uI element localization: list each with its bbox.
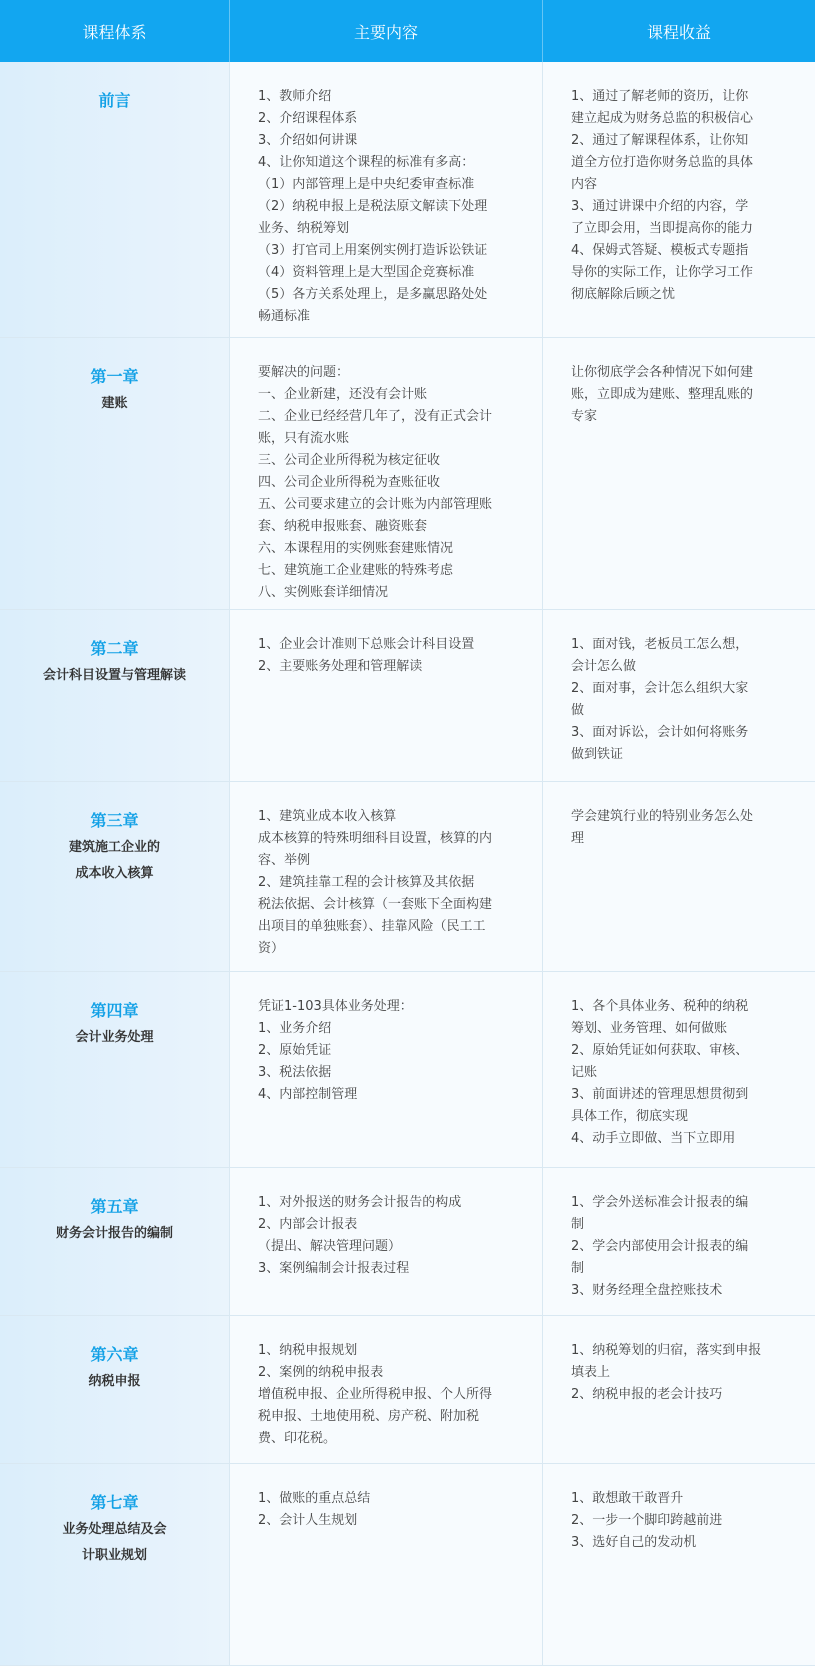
course-system-cell	[0, 610, 230, 781]
chapter-subtitle: 会计业务处理	[75, 1030, 154, 1045]
benefit-line: 制	[571, 1217, 585, 1232]
content-line: 费、印花税。	[258, 1431, 337, 1446]
content-line: 3、介绍如何讲课	[258, 133, 358, 148]
benefit-line: 1、敢想敢干敢晋升	[571, 1491, 684, 1506]
content-line: 二、企业已经经营几年了，没有正式会计	[258, 409, 493, 424]
benefit-cell	[543, 338, 815, 609]
content-line: 1、对外报送的财务会计报告的构成	[258, 1195, 462, 1210]
chapter-subtitle: 纳税申报	[88, 1374, 141, 1389]
chapter-subtitle: 财务会计报告的编制	[55, 1226, 173, 1241]
table-row	[0, 610, 815, 782]
chapter-subtitle: 计职业规划	[81, 1548, 147, 1563]
benefit-line: 1、通过了解老师的资历，让你	[571, 89, 749, 104]
header-course-system: 课程体系	[0, 0, 230, 62]
benefit-cell	[543, 1168, 815, 1315]
chapter-title: 前言	[98, 91, 131, 110]
benefit-line: 制	[571, 1261, 585, 1276]
chapter-title: 第六章	[90, 1345, 139, 1364]
benefit-line: 3、通过讲课中介绍的内容，学	[571, 199, 749, 214]
header-main-content: 主要内容	[230, 0, 543, 62]
course-system-cell	[0, 972, 230, 1167]
content-line: 2、介绍课程体系	[258, 111, 358, 126]
benefit-line: 1、面对钱，老板员工怎么想，	[571, 637, 749, 652]
content-line: （提出、解决管理问题）	[258, 1239, 402, 1254]
chapter-title: 第一章	[90, 367, 139, 386]
benefit-line: 筹划、业务管理、如何做账	[571, 1021, 728, 1036]
chapter-subtitle: 成本收入核算	[75, 866, 154, 881]
chapter-title: 第七章	[90, 1493, 139, 1512]
content-line: （3）打官司上用案例实例打造诉讼铁证	[258, 243, 488, 258]
table-row	[0, 62, 815, 338]
course-system-cell	[0, 62, 230, 337]
content-line: 1、业务介绍	[258, 1021, 332, 1036]
benefit-line: 3、面对诉讼，会计如何将账务	[571, 725, 749, 740]
content-line: 七、建筑施工企业建账的特殊考虑	[258, 563, 454, 578]
course-system-cell	[0, 1464, 230, 1665]
content-line: 成本核算的特殊明细科目设置，核算的内	[258, 831, 493, 846]
benefit-line: 2、面对事，会计怎么组织大家	[571, 681, 749, 696]
table-row	[0, 972, 815, 1168]
content-line: 1、建筑业成本收入核算	[258, 809, 397, 824]
content-line: 账，只有流水账	[258, 431, 350, 446]
table-header	[0, 0, 815, 62]
content-line: 业务、纳税筹划	[258, 221, 350, 236]
main-content-cell	[230, 782, 543, 971]
content-line: （1）内部管理上是中央纪委审查标准	[258, 177, 475, 192]
content-line: 增值税申报、企业所得税申报、个人所得	[258, 1387, 493, 1402]
content-line: 五、公司要求建立的会计账为内部管理账	[258, 497, 493, 512]
content-line: 2、内部会计报表	[258, 1217, 358, 1232]
benefit-line: 4、保姆式答疑、模板式专题指	[571, 243, 749, 258]
content-line: 一、企业新建，还没有会计账	[258, 387, 428, 402]
content-line: 2、主要账务处理和管理解读	[258, 659, 423, 674]
benefit-line: 2、原始凭证如何获取、审核、	[571, 1043, 749, 1058]
benefit-line: 做到铁证	[571, 747, 624, 762]
chapter-title: 第三章	[90, 811, 139, 830]
benefit-cell	[543, 782, 815, 971]
content-line: 凭证1-103具体业务处理：	[258, 999, 413, 1014]
table-row	[0, 338, 815, 610]
benefit-line: 让你彻底学会各种情况下如何建	[571, 365, 754, 380]
main-content-cell	[230, 1464, 543, 1665]
content-line: 1、企业会计准则下总账会计科目设置	[258, 637, 475, 652]
benefit-line: 学会建筑行业的特别业务怎么处	[571, 809, 754, 824]
benefit-cell	[543, 610, 815, 781]
content-line: 容、举例	[258, 853, 311, 868]
content-line: 税法依据、会计核算（一套账下全面构建	[258, 897, 493, 912]
benefit-line: 账，立即成为建账、整理乱账的	[571, 387, 754, 402]
benefit-line: 做	[571, 703, 585, 718]
content-line: 4、让你知道这个课程的标准有多高：	[258, 155, 475, 170]
chapter-subtitle: 建筑施工企业的	[68, 840, 160, 855]
benefit-cell	[543, 1316, 815, 1463]
chapter-subtitle: 业务处理总结及会	[62, 1522, 167, 1537]
content-line: 4、内部控制管理	[258, 1087, 358, 1102]
content-line: 八、实例账套详细情况	[258, 585, 389, 600]
content-line: 2、案例的纳税申报表	[258, 1365, 384, 1380]
benefit-line: 3、选好自己的发动机	[571, 1535, 697, 1550]
benefit-line: 3、前面讲述的管理思想贯彻到	[571, 1087, 749, 1102]
benefit-line: 了立即会用，当即提高你的能力	[571, 221, 754, 236]
table-row	[0, 1464, 815, 1666]
benefit-line: 4、动手立即做、当下立即用	[571, 1131, 736, 1146]
content-line: 1、做账的重点总结	[258, 1491, 371, 1506]
content-line: 六、本课程用的实例账套建账情况	[258, 541, 454, 556]
content-line: 3、税法依据	[258, 1065, 332, 1080]
chapter-subtitle: 建账	[101, 396, 128, 411]
benefit-cell	[543, 972, 815, 1167]
benefit-line: 建立起成为财务总监的积极信心	[571, 111, 754, 126]
table-row	[0, 1316, 815, 1464]
content-line: 要解决的问题：	[258, 365, 350, 380]
content-line: 出项目的单独账套）、挂靠风险（民工工	[258, 919, 486, 934]
content-line: 三、公司企业所得税为核定征收	[258, 453, 441, 468]
benefit-line: 1、学会外送标准会计报表的编	[571, 1195, 749, 1210]
content-line: 畅通标准	[258, 309, 311, 324]
content-line: 3、案例编制会计报表过程	[258, 1261, 410, 1276]
main-content-cell	[230, 62, 543, 337]
benefit-cell	[543, 62, 815, 337]
content-line: 2、建筑挂靠工程的会计核算及其依据	[258, 875, 475, 890]
main-content-cell	[230, 338, 543, 609]
header-course-benefit: 课程收益	[646, 22, 711, 42]
course-system-cell	[0, 782, 230, 971]
benefit-line: 会计怎么做	[571, 659, 637, 674]
content-line: 2、会计人生规划	[258, 1513, 358, 1528]
content-line: 1、纳税申报规划	[258, 1343, 358, 1358]
benefit-line: 道全方位打造你财务总监的具体	[571, 155, 754, 170]
content-line: 1、教师介绍	[258, 89, 332, 104]
benefit-line: 专家	[571, 409, 598, 424]
benefit-line: 填表上	[571, 1365, 611, 1380]
benefit-line: 2、纳税申报的老会计技巧	[571, 1387, 723, 1402]
chapter-title: 第四章	[90, 1001, 139, 1020]
course-system-cell	[0, 338, 230, 609]
content-line: （2）纳税申报上是税法原文解读下处理	[258, 199, 488, 214]
benefit-line: 1、纳税筹划的归宿，落实到申报	[571, 1343, 762, 1358]
benefit-line: 1、各个具体业务、税种的纳税	[571, 999, 749, 1014]
chapter-title: 第五章	[90, 1197, 139, 1216]
table-row	[0, 1168, 815, 1316]
chapter-subtitle: 会计科目设置与管理解读	[42, 668, 186, 683]
benefit-line: 导你的实际工作，让你学习工作	[571, 265, 754, 280]
chapter-title: 第二章	[90, 639, 139, 658]
main-content-cell	[230, 1316, 543, 1463]
benefit-line: 记账	[571, 1065, 598, 1080]
main-content-cell	[230, 972, 543, 1167]
benefit-line: 2、一步一个脚印跨越前进	[571, 1513, 723, 1528]
content-line: （4）资料管理上是大型国企竞赛标准	[258, 265, 475, 280]
table-row	[0, 782, 815, 972]
benefit-line: 理	[571, 831, 585, 846]
content-line: 2、原始凭证	[258, 1043, 332, 1058]
content-line: 资）	[258, 941, 285, 956]
main-content-cell	[230, 1168, 543, 1315]
benefit-line: 2、学会内部使用会计报表的编	[571, 1239, 749, 1254]
content-line: （5）各方关系处理上，是多赢思路处处	[258, 287, 488, 302]
benefit-line: 2、通过了解课程体系，让你知	[571, 133, 749, 148]
main-content-cell	[230, 610, 543, 781]
benefit-line: 3、财务经理全盘控账技术	[571, 1283, 723, 1298]
content-line: 四、公司企业所得税为查账征收	[258, 475, 441, 490]
benefit-line: 具体工作，彻底实现	[571, 1109, 689, 1124]
course-system-cell	[0, 1316, 230, 1463]
content-line: 套、纳税申报账套、融资账套	[258, 519, 428, 534]
table-body	[0, 62, 815, 1666]
content-line: 税申报、土地使用税、房产税、附加税	[258, 1409, 480, 1424]
course-system-cell	[0, 1168, 230, 1315]
benefit-line: 内容	[571, 177, 598, 192]
benefit-line: 彻底解除后顾之忧	[571, 287, 676, 302]
benefit-cell	[543, 1464, 815, 1665]
